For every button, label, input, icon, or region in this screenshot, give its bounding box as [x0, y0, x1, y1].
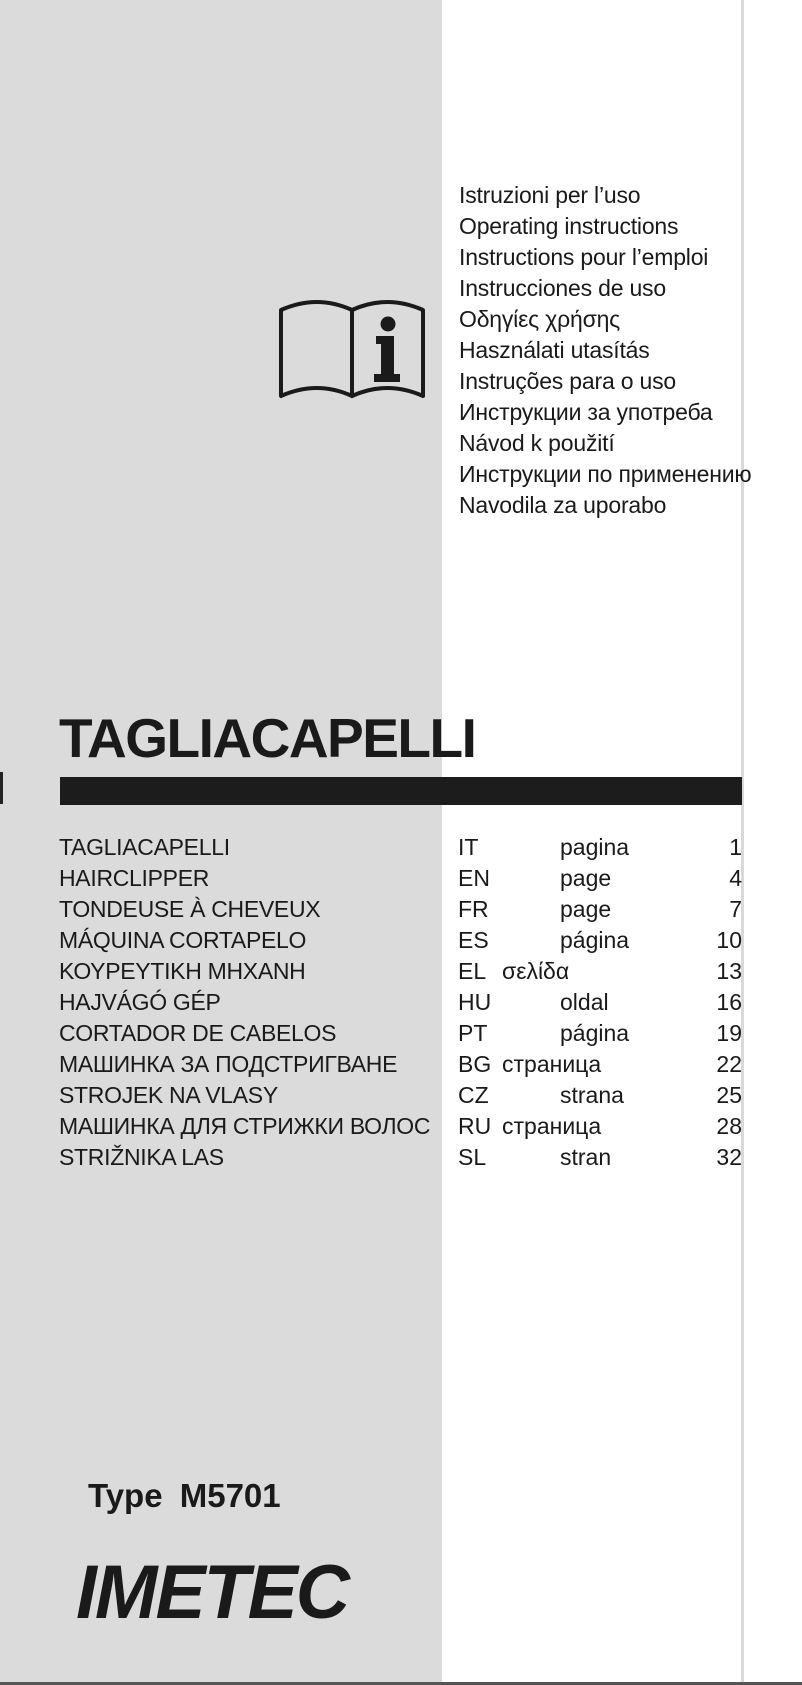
toc-language-code: HU [458, 989, 492, 1015]
toc-product-name: HAIRCLIPPER [59, 865, 210, 891]
toc-language-code: FR [458, 896, 489, 922]
toc-page-word: strana [560, 1082, 624, 1108]
language-item: Instrucciones de uso [459, 275, 666, 301]
toc-row [0, 894, 742, 925]
language-item: Οδηγίες χρήσης [459, 306, 621, 332]
toc-page-word: σελίδα [502, 958, 570, 984]
toc-page-number: 16 [716, 989, 742, 1015]
toc-page-word: oldal [560, 989, 609, 1015]
language-item: Инструкции за употреба [459, 399, 713, 425]
toc-language-code: SL [458, 1144, 487, 1170]
toc-language-code: IT [458, 834, 479, 860]
toc-product-name: STRIŽNIKA LAS [59, 1144, 224, 1170]
brand-logo-text: IMETEC [76, 1550, 352, 1630]
toc-product-name: TONDEUSE À CHEVEUX [59, 896, 321, 922]
languages-list [459, 180, 751, 521]
language-item: Istruzioni per l’uso [459, 182, 641, 208]
toc-page-number: 19 [716, 1020, 742, 1046]
toc-row [0, 1142, 742, 1173]
toc-page-word: страница [502, 1051, 602, 1077]
toc-product-name: STROJEK NA VLASY [59, 1082, 278, 1108]
title-bar [60, 777, 742, 805]
toc-page-number: 25 [716, 1082, 742, 1108]
toc-page-number: 22 [716, 1051, 742, 1077]
toc-row [0, 1111, 742, 1142]
toc-row [0, 863, 742, 894]
toc-page-number: 4 [729, 865, 742, 891]
toc-row [0, 956, 742, 987]
language-item: Инструкции по применению [459, 461, 752, 487]
language-item: Operating instructions [459, 213, 679, 239]
toc-language-code: ES [458, 927, 489, 953]
language-item: Navodila za uporabo [459, 492, 667, 518]
toc-language-code: EN [458, 865, 490, 891]
page-title: TAGLIACAPELLI [59, 707, 476, 769]
toc-row [0, 1018, 742, 1049]
toc-row [0, 832, 742, 863]
book-info-icon [279, 292, 425, 402]
table-of-contents [0, 832, 742, 1173]
language-item: Instructions pour l’emploi [459, 244, 709, 270]
left-edge-mark [0, 772, 3, 804]
toc-product-name: ΚΟΥΡΕΥΤΙΚΗ ΜΗΧΑΝΗ [59, 958, 306, 984]
toc-row [0, 1080, 742, 1111]
toc-page-number: 28 [716, 1113, 742, 1139]
toc-language-code: CZ [458, 1082, 489, 1108]
toc-product-name: MÁQUINA CORTAPELO [59, 927, 307, 953]
toc-language-code: BG [458, 1051, 492, 1077]
toc-page-word: page [560, 865, 612, 891]
toc-page-word: page [560, 896, 612, 922]
language-item: Használati utasítás [459, 337, 650, 363]
model-type-label: Type M5701 [88, 1477, 281, 1514]
toc-row [0, 925, 742, 956]
toc-page-number: 13 [716, 958, 742, 984]
toc-page-number: 10 [716, 927, 742, 953]
toc-product-name: МАШИНКА ЗА ПОДСТРИГВАНЕ [59, 1051, 398, 1077]
toc-page-word: страница [502, 1113, 602, 1139]
toc-product-name: TAGLIACAPELLI [59, 834, 230, 860]
toc-product-name: МАШИНКА ДЛЯ СТРИЖКИ ВОЛОС [59, 1113, 431, 1139]
toc-language-code: PT [458, 1020, 488, 1046]
toc-page-number: 7 [729, 896, 742, 922]
toc-product-name: HAJVÁGÓ GÉP [59, 989, 221, 1015]
language-item: Instruções para o uso [459, 368, 676, 394]
toc-page-word: página [560, 1020, 630, 1046]
toc-page-word: stran [560, 1144, 612, 1170]
toc-product-name: CORTADOR DE CABELOS [59, 1020, 337, 1046]
toc-row [0, 987, 742, 1018]
toc-language-code: EL [458, 958, 487, 984]
toc-page-word: página [560, 927, 630, 953]
brand-logo [74, 1548, 352, 1630]
toc-page-word: pagina [560, 834, 630, 860]
toc-page-number: 32 [716, 1144, 742, 1170]
toc-language-code: RU [458, 1113, 492, 1139]
language-item: Návod k použití [459, 430, 615, 456]
toc-row [0, 1049, 742, 1080]
toc-page-number: 1 [729, 834, 742, 860]
